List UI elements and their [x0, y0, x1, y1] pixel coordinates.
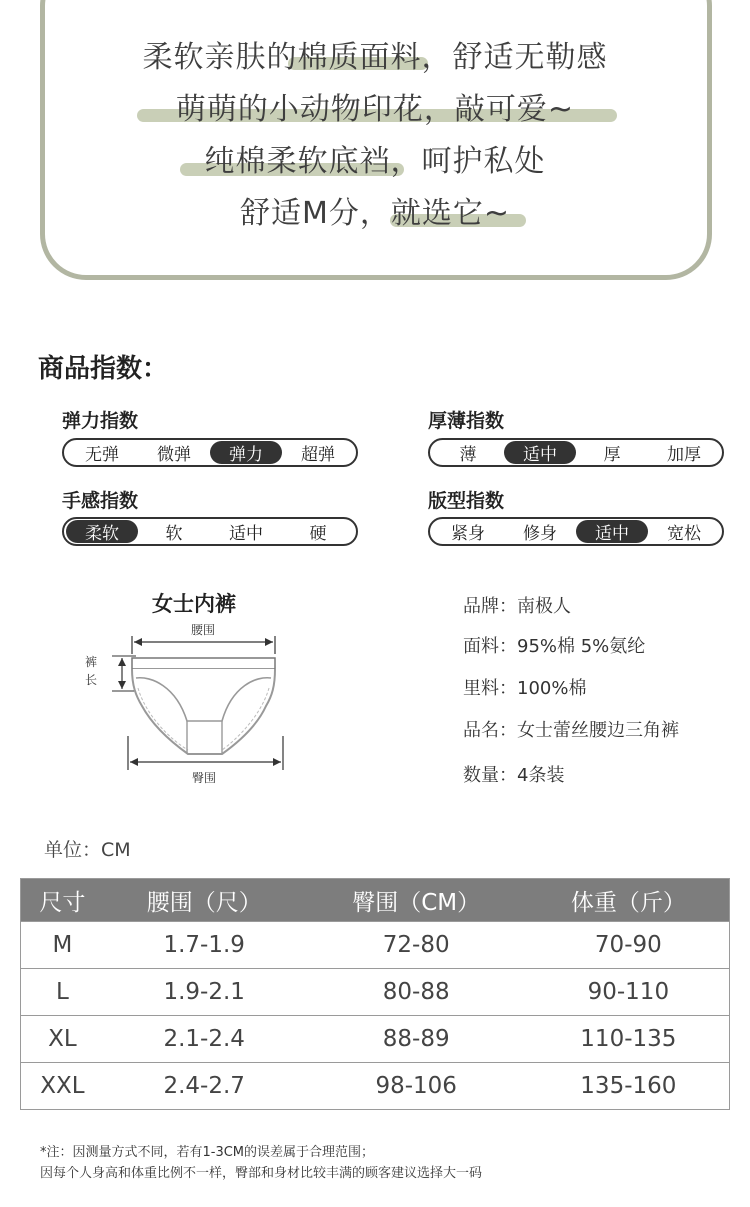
- index-label-thickness: 厚薄指数: [428, 410, 505, 432]
- spec-fabric: 面料：95%棉 5%氨纶: [463, 636, 646, 657]
- index-option: 无弹: [85, 445, 119, 465]
- length-label-2: 长: [84, 673, 98, 687]
- table-header-row: [21, 879, 730, 922]
- spec-brand: 品牌：南极人: [463, 596, 571, 617]
- table-cell: 90-110: [528, 969, 730, 1016]
- waist-label: 腰围: [190, 623, 216, 637]
- index-option: 适中: [576, 520, 648, 543]
- index-option: 柔软: [66, 520, 138, 543]
- underwear-size-diagram: [76, 616, 306, 791]
- table-row: [21, 969, 730, 1016]
- index-option: 弹力: [210, 441, 282, 464]
- slogan-line: 萌萌的小动物印花，敲可爱~: [175, 92, 575, 127]
- index-option: 适中: [504, 441, 576, 464]
- table-cell: 1.9-2.1: [104, 969, 305, 1016]
- index-option: 宽松: [667, 524, 701, 544]
- index-scale-fit: [428, 517, 724, 546]
- column-header: 腰围（尺）: [104, 879, 305, 922]
- slogan-line: 舒适M分，就选它~: [239, 196, 511, 231]
- table-cell: 1.7-1.9: [104, 922, 305, 969]
- table-cell: 110-135: [528, 1016, 730, 1063]
- spec-product-name: 品名：女士蕾丝腰边三角裤: [463, 720, 679, 741]
- table-row: [21, 1016, 730, 1063]
- index-scale-elasticity: [62, 438, 358, 467]
- table-cell: L: [21, 969, 104, 1016]
- size-table: [20, 878, 730, 1110]
- index-option: 加厚: [667, 445, 701, 465]
- index-scale-feel: [62, 517, 358, 546]
- table-cell: 2.1-2.4: [104, 1016, 305, 1063]
- table-cell: 80-88: [305, 969, 528, 1016]
- table-cell: 88-89: [305, 1016, 528, 1063]
- table-cell: 98-106: [305, 1063, 528, 1110]
- table-cell: XXL: [21, 1063, 104, 1110]
- table-cell: XL: [21, 1016, 104, 1063]
- index-option: 薄: [459, 445, 477, 465]
- table-cell: 70-90: [528, 922, 730, 969]
- index-option: 超弹: [301, 445, 335, 465]
- index-option: 紧身: [451, 524, 485, 544]
- diagram-title: 女士内裤: [152, 592, 236, 616]
- table-cell: 2.4-2.7: [104, 1063, 305, 1110]
- spec-lining: 里料：100%棉: [463, 678, 587, 699]
- index-option: 厚: [603, 445, 621, 465]
- hip-label: 臀围: [191, 771, 217, 785]
- index-option: 适中: [229, 524, 263, 544]
- table-row: [21, 1063, 730, 1110]
- table-cell: 72-80: [305, 922, 528, 969]
- slogan-line: 纯棉柔软底裆，呵护私处: [204, 144, 546, 179]
- length-label-1: 裤: [84, 655, 98, 669]
- index-label-feel: 手感指数: [62, 490, 139, 512]
- note-line-2: 因每个人身高和体重比例不一样，臀部和身材比较丰满的顾客建议选择大一码: [40, 1166, 483, 1181]
- slogan-line: 柔软亲肤的棉质面料，舒适无勒感: [142, 40, 608, 75]
- index-option: 硬: [309, 524, 327, 544]
- index-option: 修身: [523, 524, 557, 544]
- note-line-1: *注：因测量方式不同，若有1-3CM的误差属于合理范围；: [40, 1145, 375, 1160]
- table-cell: 135-160: [528, 1063, 730, 1110]
- table-cell: M: [21, 922, 104, 969]
- column-header: 体重（斤）: [528, 879, 730, 922]
- spec-quantity: 数量：4条装: [463, 765, 565, 786]
- index-scale-thickness: [428, 438, 724, 467]
- index-label-elasticity: 弹力指数: [62, 410, 139, 432]
- column-header: 臀围（CM）: [305, 879, 528, 922]
- table-row: [21, 922, 730, 969]
- section-title: 商品指数：: [38, 354, 169, 384]
- index-option: 软: [165, 524, 183, 544]
- index-option: 微弹: [157, 445, 191, 465]
- unit-label: 单位：CM: [44, 839, 131, 861]
- column-header: 尺寸: [21, 879, 104, 922]
- index-label-fit: 版型指数: [428, 490, 505, 512]
